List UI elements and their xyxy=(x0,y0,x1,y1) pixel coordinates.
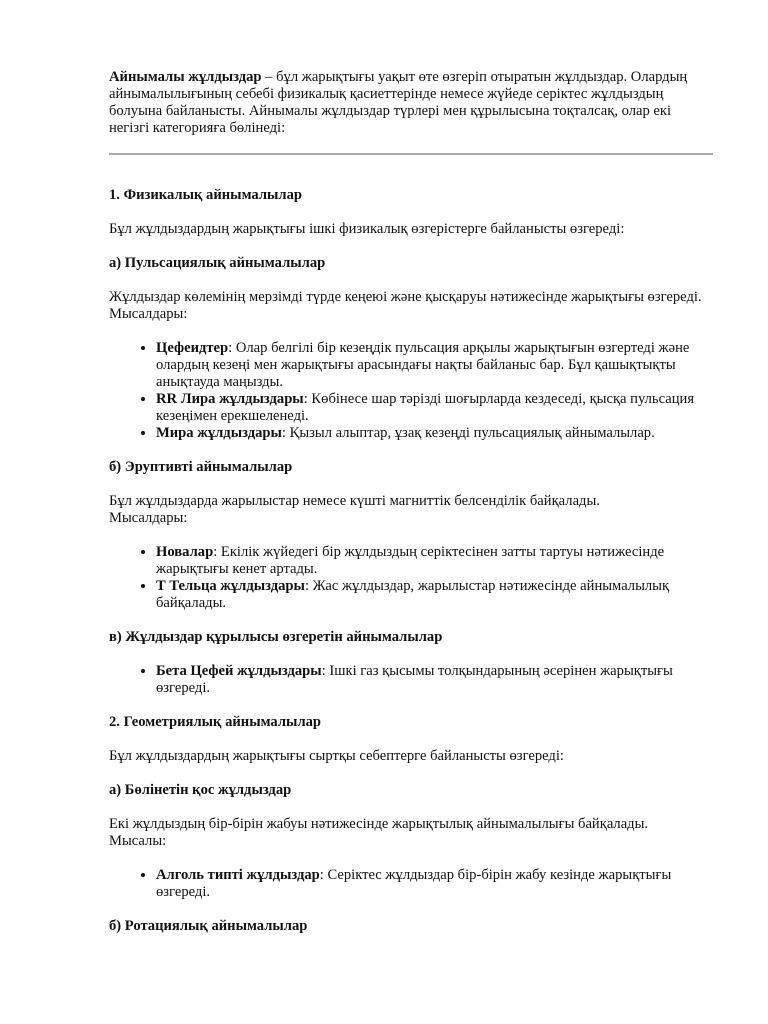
intro-text: – бұл жарықтығы уақыт өте өзгеріп отыратын жұлдыздар. Олардың айнымалылығының себебі физикалық қасиеттерінде немесе жүйеде серіктес жұлдыздың болуына байланысты. Айнымалы жұлдыздар түрлері мен құрылысына тоқталсақ, олар екі негізгі категорияға бөлінеді: xyxy=(109,69,688,136)
subsection-structural-heading: в) Жұлдыздар құрылысы өзгеретін айнымалылар xyxy=(109,629,443,645)
list-item: • Цефеидтер: Олар белгілі бір кезеңдік пульсация арқылы жарықтығын өзгертеді және олардың кезеңі мен жарықтығы арасындағы нақты байланыс бар. Бұл қашықтықты анықтауда маңызды. xyxy=(156,340,712,391)
subsection-eruptive-heading: б) Эруптивті айнымалылар xyxy=(109,459,293,475)
pulsating-examples-list xyxy=(109,340,712,442)
section-2-description: Бұл жұлдыздардың жарықтығы сыртқы себептерге байланысты өзгереді: xyxy=(109,748,564,764)
subsection-pulsating-description: Жұлдыздар көлемінің мерзімді түрде кеңеюі және қысқаруы нәтижесінде жарықтығы өзгереді. Мысалдары: xyxy=(109,289,702,322)
intro-term: Айнымалы жұлдыздар xyxy=(109,69,262,85)
examples-label: Мысалдары: xyxy=(109,510,188,526)
section-1-description: Бұл жұлдыздардың жарықтығы ішкі физикалық өзгерістерге байланысты өзгереді: xyxy=(109,221,625,237)
subsection-rotational-heading: б) Ротациялық айнымалылар xyxy=(109,918,308,934)
section-1-heading: 1. Физикалық айнымалылар xyxy=(109,187,303,203)
eruptive-examples-list xyxy=(109,544,712,612)
section-2-heading: 2. Геометриялық айнымалылар xyxy=(109,714,322,730)
eclipsing-examples-list xyxy=(109,867,712,901)
examples-label: Мысалдары: xyxy=(109,306,188,322)
list-item: • Т Тельца жұлдыздары: Жас жұлдыздар, жарылыстар нәтижесінде айнымалылық байқалады. xyxy=(156,578,712,612)
list-item: • Алголь типті жұлдыздар: Серіктес жұлдыздар бір-бірін жабу кезінде жарықтығы өзгереді. xyxy=(156,867,712,901)
list-item: • Новалар: Екілік жүйедегі бір жұлдыздың серіктесінен затты тартуы нәтижесінде жарықтығы кенет артады. xyxy=(156,544,712,578)
structural-examples-list xyxy=(109,663,712,697)
list-item: • RR Лира жұлдыздары: Көбінесе шар тәрізді шоғырларда кездеседі, қысқа пульсация кезеңімен ерекшеленеді. xyxy=(156,391,712,425)
subsection-eclipsing-heading: а) Бөлінетін қос жұлдыздар xyxy=(109,782,292,798)
subsection-eclipsing-description: Екі жұлдыздың бір-бірін жабуы нәтижесінде жарықтылық айнымалылығы байқалады. Мысалы: xyxy=(109,816,649,849)
subsection-pulsating-heading: а) Пульсациялық айнымалылар xyxy=(109,255,326,271)
list-item: • Мира жұлдыздары: Қызыл алыптар, ұзақ кезеңді пульсациялық айнымалылар. xyxy=(156,425,712,442)
intro-paragraph xyxy=(109,69,712,137)
subsection-eruptive-description: Бұл жұлдыздарда жарылыстар немесе күшті магниттік белсенділік байқалады. Мысалдары: xyxy=(109,493,600,526)
list-item: • Бета Цефей жұлдыздары: Ішкі газ қысымы толқындарының әсерінен жарықтығы өзгереді. xyxy=(156,663,712,697)
horizontal-divider xyxy=(109,153,713,155)
examples-label: Мысалы: xyxy=(109,833,167,849)
